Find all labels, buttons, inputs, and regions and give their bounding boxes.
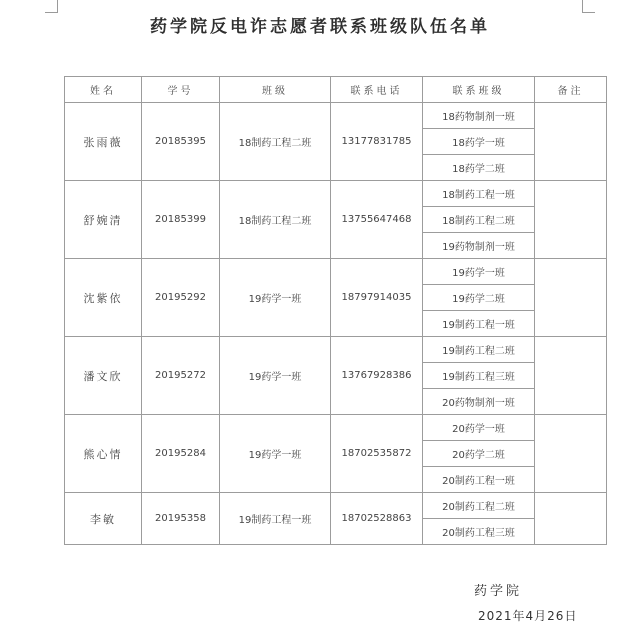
contact-class: 18药学一班 [423, 129, 535, 155]
header-student-id: 学号 [142, 77, 220, 103]
contact-class: 19药学一班 [423, 259, 535, 285]
volunteer-remarks [535, 103, 607, 181]
volunteer-phone: 13767928386 [331, 337, 423, 415]
volunteer-remarks [535, 259, 607, 337]
volunteer-student-id: 20185399 [142, 181, 220, 259]
volunteer-phone: 13177831785 [331, 103, 423, 181]
contact-class: 19制药工程一班 [423, 311, 535, 337]
volunteer-class: 19药学一班 [220, 415, 331, 493]
volunteer-remarks [535, 415, 607, 493]
volunteer-name: 潘文欣 [65, 337, 142, 415]
header-phone: 联系电话 [331, 77, 423, 103]
contact-class: 20制药工程二班 [423, 493, 535, 519]
volunteer-name: 舒婉清 [65, 181, 142, 259]
table-header-row [65, 77, 607, 103]
volunteer-student-id: 20195292 [142, 259, 220, 337]
volunteer-student-id: 20195284 [142, 415, 220, 493]
roster-body [65, 103, 607, 545]
contact-class: 20药学一班 [423, 415, 535, 441]
volunteer-class: 19药学一班 [220, 259, 331, 337]
table-row [65, 181, 607, 207]
volunteer-student-id: 20195358 [142, 493, 220, 545]
contact-class: 19制药工程三班 [423, 363, 535, 389]
volunteer-class: 18制药工程二班 [220, 181, 331, 259]
header-name: 姓名 [65, 77, 142, 103]
document-title: 药学院反电诈志愿者联系班级队伍名单 [150, 17, 490, 37]
contact-class: 20制药工程一班 [423, 467, 535, 493]
contact-class: 18药物制剂一班 [423, 103, 535, 129]
contact-class: 19制药工程二班 [423, 337, 535, 363]
volunteer-class: 19制药工程一班 [220, 493, 331, 545]
table-row [65, 493, 607, 519]
volunteer-phone: 18702528863 [331, 493, 423, 545]
volunteer-class: 18制药工程二班 [220, 103, 331, 181]
volunteer-name: 李敏 [65, 493, 142, 545]
volunteer-phone: 18702535872 [331, 415, 423, 493]
volunteer-name: 沈紫依 [65, 259, 142, 337]
contact-class: 20药物制剂一班 [423, 389, 535, 415]
contact-class: 19药物制剂一班 [423, 233, 535, 259]
footer-date: 2021年4月26日 [478, 609, 578, 623]
volunteer-remarks [535, 181, 607, 259]
contact-class: 20药学二班 [423, 441, 535, 467]
volunteer-phone: 18797914035 [331, 259, 423, 337]
header-class: 班级 [220, 77, 331, 103]
volunteer-student-id: 20195272 [142, 337, 220, 415]
volunteer-roster-table [64, 76, 607, 545]
header-contact-classes: 联系班级 [423, 77, 535, 103]
volunteer-class: 19药学一班 [220, 337, 331, 415]
volunteer-remarks [535, 493, 607, 545]
contact-class: 19药学二班 [423, 285, 535, 311]
contact-class: 18药学二班 [423, 155, 535, 181]
table-row [65, 259, 607, 285]
volunteer-student-id: 20185395 [142, 103, 220, 181]
footer-organization: 药学院 [474, 584, 523, 599]
contact-class: 20制药工程三班 [423, 519, 535, 545]
table-row [65, 337, 607, 363]
contact-class: 18制药工程二班 [423, 207, 535, 233]
volunteer-phone: 13755647468 [331, 181, 423, 259]
table-row [65, 415, 607, 441]
header-remarks: 备注 [535, 77, 607, 103]
volunteer-name: 张雨薇 [65, 103, 142, 181]
table-row [65, 103, 607, 129]
volunteer-name: 熊心情 [65, 415, 142, 493]
volunteer-remarks [535, 337, 607, 415]
contact-class: 18制药工程一班 [423, 181, 535, 207]
